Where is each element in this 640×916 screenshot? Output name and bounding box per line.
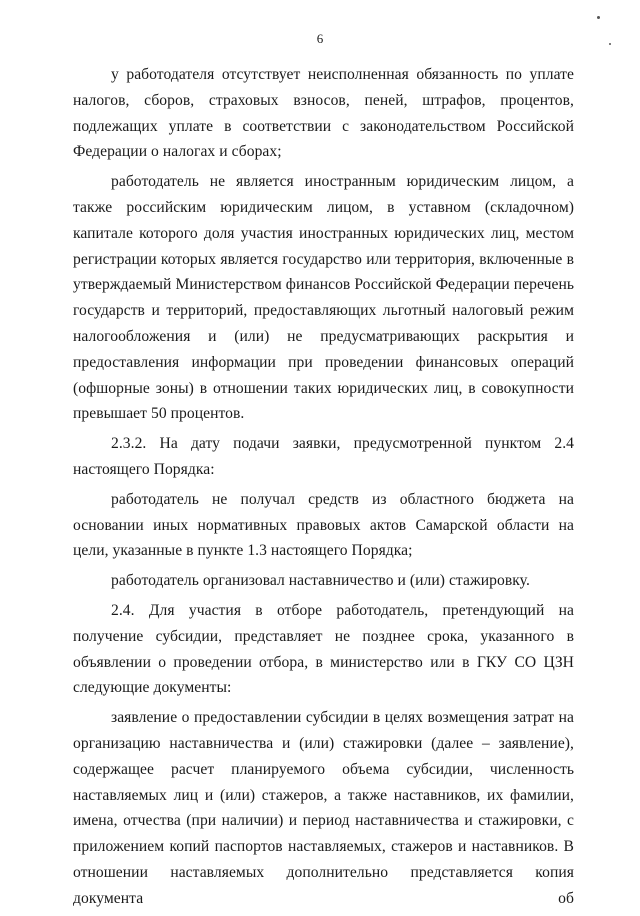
paragraph-2-3-2: 2.3.2. На дату подачи заявки, предусмотренной пунктом 2.4 настоящего Порядка: [73, 435, 574, 478]
scan-speck [597, 16, 600, 19]
paragraph-mentoring-organized: работодатель организовал наставничество и (или) стажировку. [111, 572, 530, 590]
paragraph-regional-budget: работодатель не получал средств из областного бюджета на основании иных нормативных правовых актов Самарской области на цели, указанные в пункте 1.3 настоящего Порядка; [73, 490, 574, 560]
paragraph-application: заявление о предоставлении субсидии в целях возмещения затрат на организацию наставничества и (или) стажировки (далее – заявление), содержащее расчет планируемого объема субсидии, численность наставляемых лиц и (или) стажеров, а также наставников, их фамилии, имена, отчества (при наличии) и период наставничества и стажировки, с приложением копий паспортов наставляемых, стажеров и наставников. В отношении наставляемых дополнительно представляется копия документа об [73, 709, 574, 907]
paragraph-2-4: 2.4. Для участия в отборе работодатель, претендующий на получение субсидии, представляет не позднее срока, указанного в объявлении о проведении отбора, в министерство или в ГКУ СО ЦЗН следующие документы: [73, 601, 574, 697]
paragraph-tax-obligation: у работодателя отсутствует неисполненная обязанность по уплате налогов, сборов, страховых взносов, пеней, штрафов, процентов, подлежащих уплате в соответствии с законодательством Российской Федерации о налогах и сборах; [73, 66, 574, 161]
page-number: 6 [316, 31, 324, 46]
paragraph-foreign-entity: работодатель не является иностранным юридическим лицом, а также российским юридическим лицом, в уставном (складочном) капитале которого доля участия иностранных юридических лиц, местом регистрации которых является государство или территория, включенные в утверждаемый Министерством финансов Российской Федерации перечень государств и территорий, предоставляющих льготный налоговый режим налогообложения и (или) не предусматривающих раскрытия и предоставления информации при проведении финансовых операций (офшорные зоны) в отношении таких юридических лиц, в совокупности превышает 50 процентов. [73, 173, 574, 423]
document-body [73, 62, 574, 916]
